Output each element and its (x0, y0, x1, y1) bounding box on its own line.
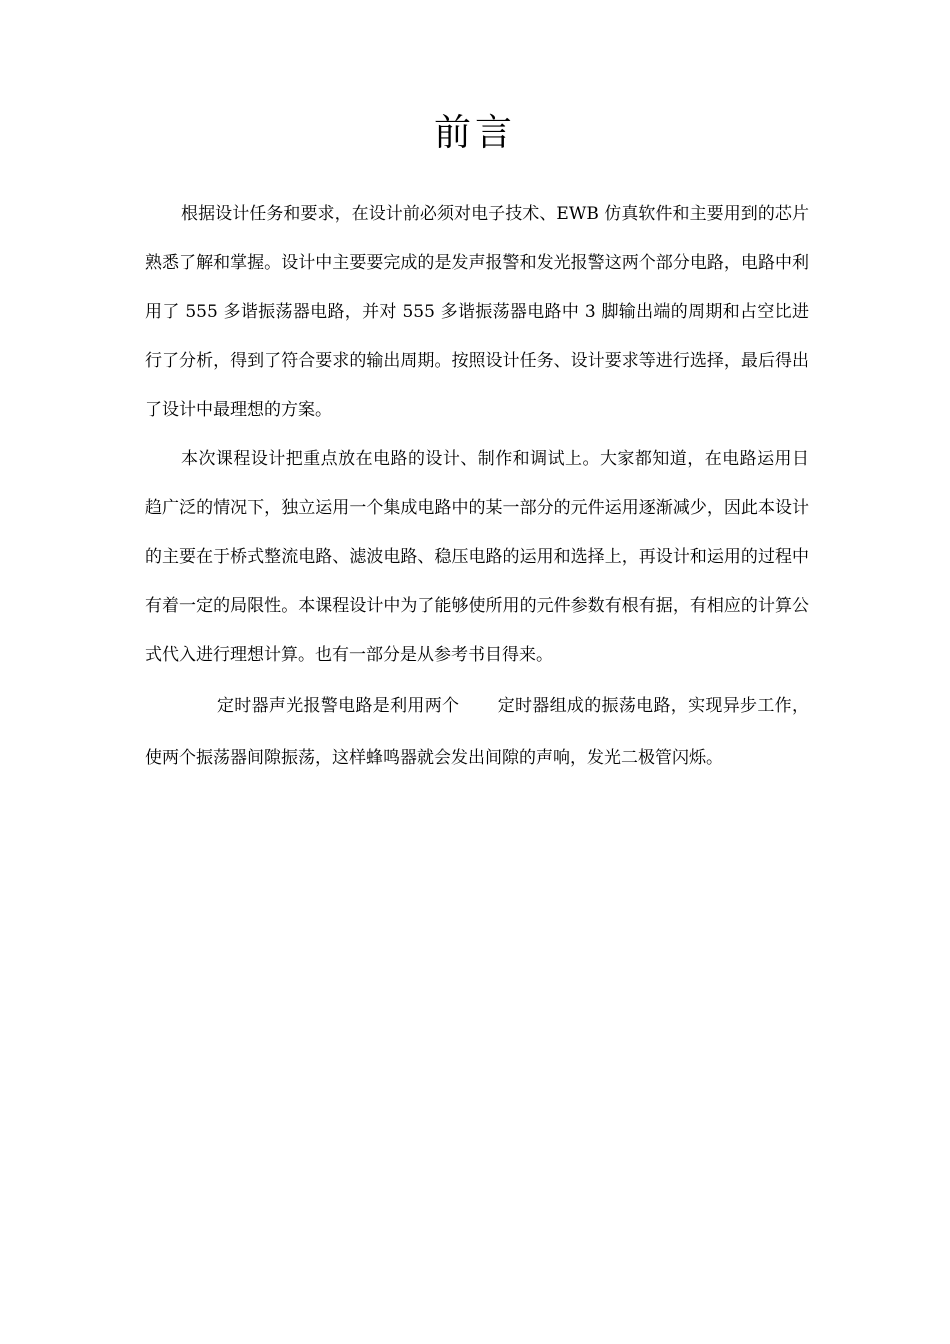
paragraph-3-part-1: 定时器声光报警电路是利用两个 (217, 696, 460, 716)
body-text (145, 190, 809, 784)
paragraph-3 (145, 680, 809, 784)
paragraph-2: 本次课程设计把重点放在电路的设计、制作和调试上。大家都知道，在电路运用日趋广泛的情况下，独立运用一个集成电路中的某一部分的元件运用逐渐减少，因此本设计的主要在于桥式整流电路、滤波电路、稳压电路的运用和选择上，再设计和运用的过程中有着一定的局限性。本课程设计中为了能够使所用的元件参数有根有据，有相应的计算公式代入进行理想计算。也有一部分是从参考书目得来。 (145, 449, 809, 665)
paragraph-1: 根据设计任务和要求，在设计前必须对电子技术、EWB 仿真软件和主要用到的芯片熟悉了解和掌握。设计中主要要完成的是发声报警和发光报警这两个部分电路，电路中利用了 555 多谐振荡器电路，并对 555 多谐振荡器电路中 3 脚输出端的周期和占空比进行了分析，得到了符合要求的输出周期。按照设计任务、设计要求等进行选择，最后得出了设计中最理想的方案。 (145, 204, 809, 420)
page-title: 前言 (434, 111, 516, 154)
paragraph-3-part-2: 定时器组成的振荡电路，实现异步工作，使两个振荡器间隙振荡，这样蜂鸣器就会发出间隙的声响，发光二极管闪烁。 (145, 696, 809, 768)
